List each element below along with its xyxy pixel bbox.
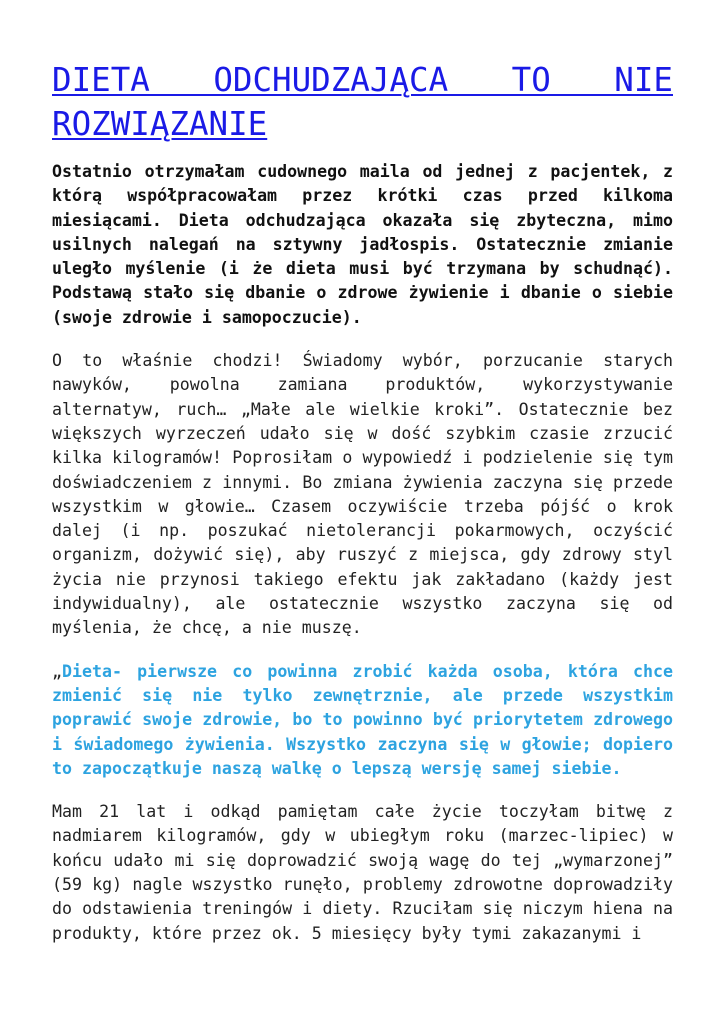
quote-paragraph <box>52 660 673 781</box>
article-title-link[interactable]: DIETA ODCHUDZAJĄCA TO NIE ROZWIĄZANIE <box>52 61 673 143</box>
article-title <box>52 58 673 146</box>
article <box>52 58 673 965</box>
body-paragraph-1: O to właśnie chodzi! Świadomy wybór, porzucanie starych nawyków, powolna zamiana produktów, wykorzystywanie alternatyw, ruch… „Małe ale wielkie kroki”. Ostatecznie bez większych wyrzeczeń udało się w dość szybkim czasie zrzucić kilka kilogramów! Poprosiłam o wypowiedź i podzielenie się tym doświadczeniem z innymi. Bo zmiana żywienia zaczyna się przede wszystkim w głowie… Czasem oczywiście trzeba pójść o krok dalej (i np. poszukać nietolerancji pokarmowych, oczyścić organizm, dożywić się), aby ruszyć z miejsca, gdy zdrowy styl życia nie przynosi takiego efektu jak zakładano (każdy jest indywidualny), ale ostatecznie wszystko zaczyna się od myślenia, że chcę, a nie muszę. <box>52 351 673 638</box>
quote-open-mark: „ <box>52 661 62 681</box>
patient-quote: Dieta- pierwsze co powinna zrobić każda osoba, która chce zmienić się nie tylko zewnętrznie, ale przede wszystkim poprawić swoje zdrowie, bo to powinno być priorytetem zdrowego i świadomego żywienia. Wszystko zaczyna się w głowie; dopiero to zapoczątkuje naszą walkę o lepszą wersję samej siebie. <box>52 661 673 778</box>
intro-paragraph: Ostatnio otrzymałam cudownego maila od jednej z pacjentek, z którą współpracowałam przez krótki czas przed kilkoma miesiącami. Dieta odchudzająca okazała się zbyteczna, mimo usilnych nalegań na sztywny jadłospis. Ostatecznie zmianie uległo myślenie (i że dieta musi być trzymana by schudnąć). Podstawą stało się dbanie o zdrowe żywienie i dbanie o siebie (swoje zdrowie i samopoczucie). <box>52 162 673 327</box>
body-paragraph-2: Mam 21 lat i odkąd pamiętam całe życie toczyłam bitwę z nadmiarem kilogramów, gdy w ubiegłym roku (marzec-lipiec) w końcu udało mi się doprowadzić swoją wagę do tej „wymarzonej” (59 kg) nagle wszystko runęło, problemy zdrowotne doprowadziły do odstawienia treningów i diety. Rzuciłam się niczym hiena na produkty, które przez ok. 5 miesięcy były tymi zakazanymi i <box>52 802 673 943</box>
